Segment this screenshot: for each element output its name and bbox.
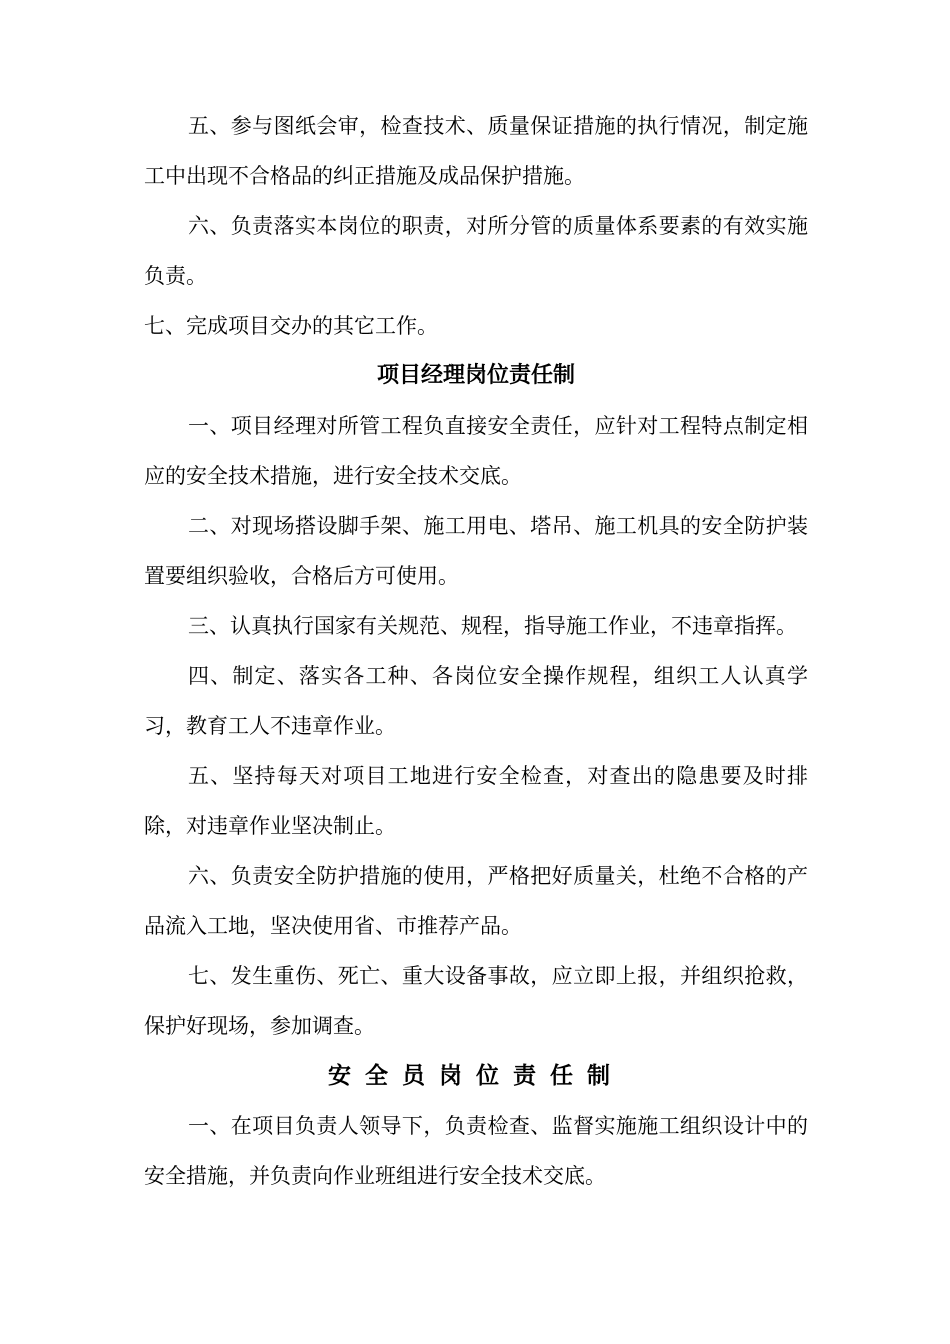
section-title-project-manager: 项目经理岗位责任制: [376, 363, 575, 388]
paragraph-safety-1: 一、在项目负责人领导下，负责检查、监督实施施工组织设计中的安全措施，并负责向作业班组进行安全技术交底。: [144, 1114, 808, 1188]
section-title-safety-officer: 安全员岗位责任制: [328, 1063, 624, 1089]
paragraph-pm-7: 七、发生重伤、死亡、重大设备事故，应立即上报，并组织抢救，保护好现场，参加调查。: [144, 964, 808, 1038]
paragraph-pm-2: 二、对现场搭设脚手架、施工用电、塔吊、施工机具的安全防护装置要组织验收，合格后方可使用。: [144, 514, 808, 588]
paragraph-pm-3: 三、认真执行国家有关规范、规程，指导施工作业，不违章指挥。: [188, 614, 797, 638]
paragraph-pm-4: 四、制定、落实各工种、各岗位安全操作规程，组织工人认真学习，教育工人不违章作业。: [144, 664, 808, 738]
paragraph-quality-5: 五、参与图纸会审，检查技术、质量保证措施的执行情况，制定施工中出现不合格品的纠正措施及成品保护措施。: [144, 114, 808, 188]
paragraph-quality-7: 七、完成项目交办的其它工作。: [144, 314, 438, 338]
paragraph-pm-5: 五、坚持每天对项目工地进行安全检查，对查出的隐患要及时排除，对违章作业坚决制止。: [144, 764, 808, 838]
document-body: [144, 101, 808, 1201]
paragraph-quality-6: 六、负责落实本岗位的职责，对所分管的质量体系要素的有效实施负责。: [144, 214, 808, 288]
paragraph-pm-6: 六、负责安全防护措施的使用，严格把好质量关，杜绝不合格的产品流入工地，坚决使用省、市推荐产品。: [144, 864, 808, 938]
paragraph-pm-1: 一、项目经理对所管工程负直接安全责任，应针对工程特点制定相应的安全技术措施，进行安全技术交底。: [144, 414, 808, 488]
